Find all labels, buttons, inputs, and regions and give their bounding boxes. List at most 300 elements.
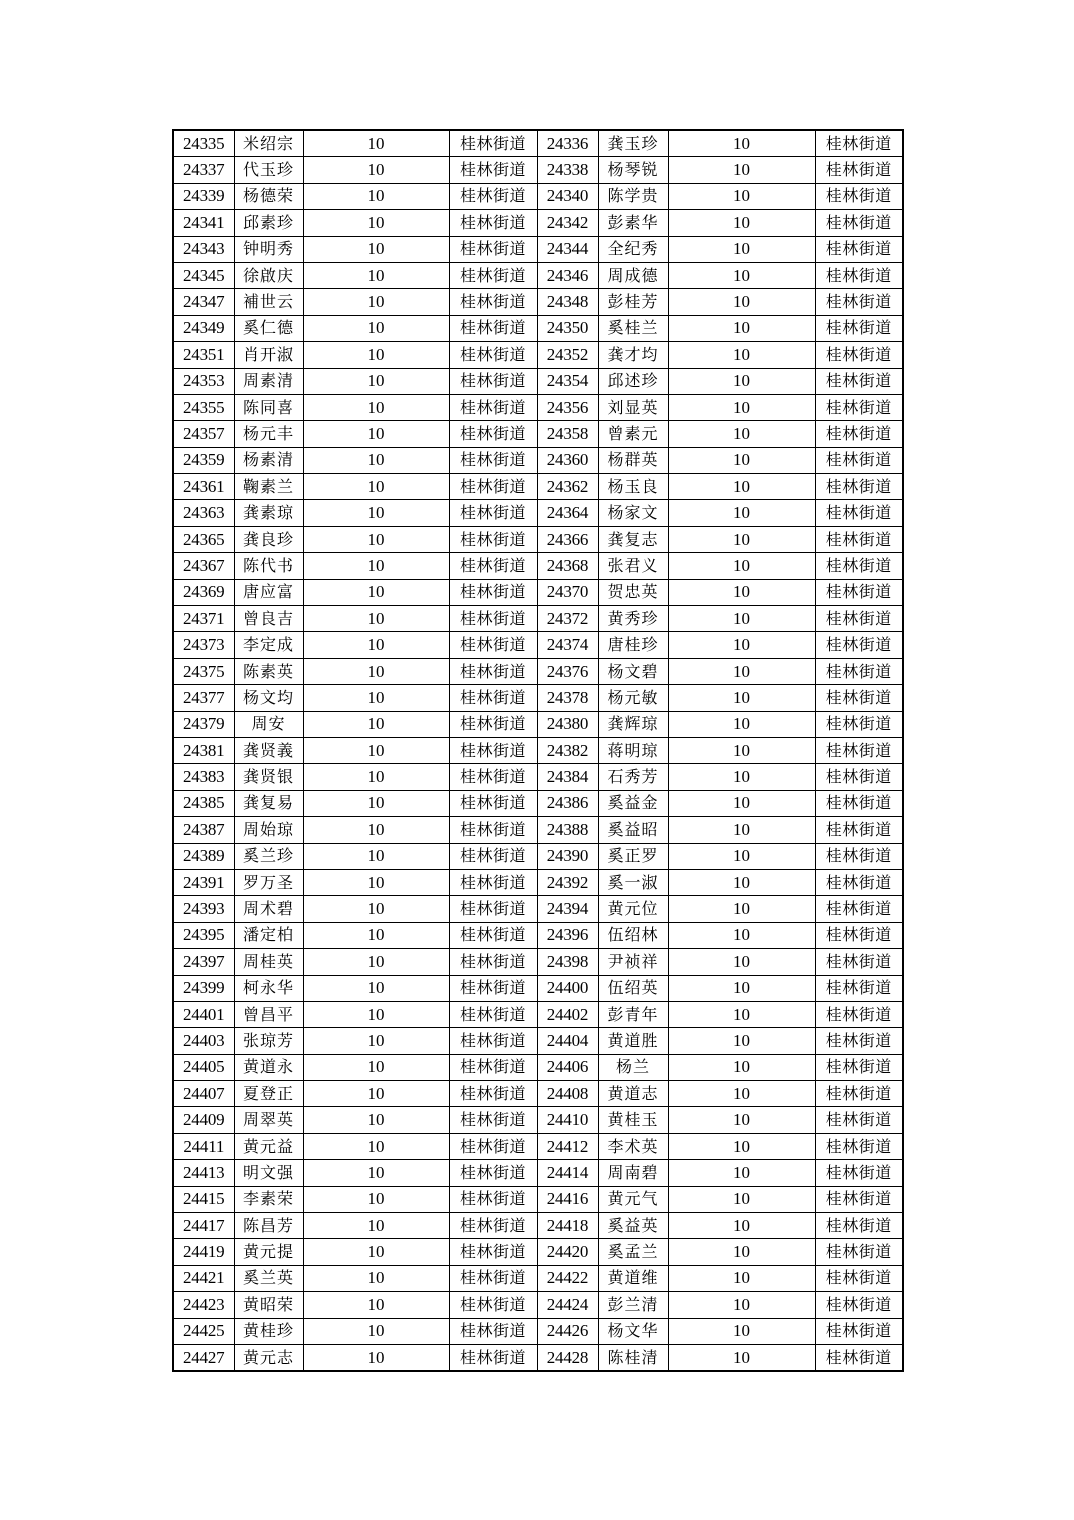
record-number: 24417 [173, 1213, 234, 1239]
person-name: 彭素华 [598, 210, 668, 236]
amount-value: 10 [303, 289, 449, 315]
amount-value: 10 [668, 1001, 815, 1027]
record-number: 24390 [537, 843, 598, 869]
record-number: 24363 [173, 500, 234, 526]
record-number: 24335 [173, 130, 234, 157]
record-number: 24407 [173, 1081, 234, 1107]
person-name: 周术碧 [234, 896, 303, 922]
record-number: 24365 [173, 526, 234, 552]
amount-value: 10 [668, 421, 815, 447]
record-number: 24343 [173, 236, 234, 262]
record-number: 24380 [537, 711, 598, 737]
subdistrict-name: 桂林街道 [449, 500, 537, 526]
amount-value: 10 [668, 896, 815, 922]
person-name: 黄元气 [598, 1186, 668, 1212]
record-number: 24345 [173, 262, 234, 288]
person-name: 贺忠英 [598, 579, 668, 605]
subdistrict-name: 桂林街道 [815, 1318, 903, 1344]
amount-value: 10 [668, 737, 815, 763]
subdistrict-name: 桂林街道 [449, 817, 537, 843]
person-name: 鞠素兰 [234, 474, 303, 500]
subdistrict-name: 桂林街道 [449, 1081, 537, 1107]
table-row [173, 711, 903, 737]
subdistrict-name: 桂林街道 [449, 368, 537, 394]
person-name: 黄道胜 [598, 1028, 668, 1054]
subdistrict-name: 桂林街道 [815, 526, 903, 552]
table-row [173, 790, 903, 816]
amount-value: 10 [303, 474, 449, 500]
record-number: 24411 [173, 1133, 234, 1159]
record-number: 24406 [537, 1054, 598, 1080]
person-name: 周始琼 [234, 817, 303, 843]
subdistrict-name: 桂林街道 [449, 421, 537, 447]
amount-value: 10 [668, 1081, 815, 1107]
person-name: 代玉珍 [234, 157, 303, 183]
table-row [173, 1265, 903, 1291]
table-row [173, 579, 903, 605]
subdistrict-name: 桂林街道 [449, 685, 537, 711]
amount-value: 10 [668, 1028, 815, 1054]
table-row [173, 262, 903, 288]
record-number: 24391 [173, 869, 234, 895]
person-name: 黄秀珍 [598, 606, 668, 632]
subdistrict-name: 桂林街道 [449, 632, 537, 658]
record-number: 24344 [537, 236, 598, 262]
record-number: 24358 [537, 421, 598, 447]
person-name: 张琼芳 [234, 1028, 303, 1054]
person-name: 黄道维 [598, 1265, 668, 1291]
person-name: 杨文碧 [598, 658, 668, 684]
record-number: 24405 [173, 1054, 234, 1080]
subdistrict-name: 桂林街道 [449, 606, 537, 632]
subdistrict-name: 桂林街道 [449, 447, 537, 473]
table-row [173, 1133, 903, 1159]
table-row [173, 975, 903, 1001]
record-number: 24351 [173, 342, 234, 368]
amount-value: 10 [303, 553, 449, 579]
subdistrict-name: 桂林街道 [815, 368, 903, 394]
table-row [173, 500, 903, 526]
record-number: 24372 [537, 606, 598, 632]
table-row [173, 526, 903, 552]
amount-value: 10 [668, 474, 815, 500]
person-name: 黄元位 [598, 896, 668, 922]
table-row [173, 1318, 903, 1344]
amount-value: 10 [668, 579, 815, 605]
person-name: 明文强 [234, 1160, 303, 1186]
record-number: 24373 [173, 632, 234, 658]
subdistrict-name: 桂林街道 [449, 843, 537, 869]
person-name: 伍绍林 [598, 922, 668, 948]
record-number: 24342 [537, 210, 598, 236]
person-name: 唐应富 [234, 579, 303, 605]
person-name: 黄元提 [234, 1239, 303, 1265]
amount-value: 10 [668, 447, 815, 473]
table-row [173, 474, 903, 500]
amount-value: 10 [303, 1213, 449, 1239]
subdistrict-name: 桂林街道 [449, 394, 537, 420]
table-row [173, 1344, 903, 1371]
table-row [173, 1001, 903, 1027]
person-name: 龚贤義 [234, 737, 303, 763]
amount-value: 10 [303, 922, 449, 948]
person-name: 奚一淑 [598, 869, 668, 895]
amount-value: 10 [303, 1028, 449, 1054]
subdistrict-name: 桂林街道 [449, 1001, 537, 1027]
record-number: 24424 [537, 1292, 598, 1318]
subdistrict-name: 桂林街道 [815, 1081, 903, 1107]
amount-value: 10 [668, 1213, 815, 1239]
record-number: 24383 [173, 764, 234, 790]
record-number: 24337 [173, 157, 234, 183]
record-number: 24414 [537, 1160, 598, 1186]
amount-value: 10 [303, 1318, 449, 1344]
record-number: 24416 [537, 1186, 598, 1212]
person-name: 黄元益 [234, 1133, 303, 1159]
record-number: 24357 [173, 421, 234, 447]
amount-value: 10 [303, 421, 449, 447]
subdistrict-name: 桂林街道 [815, 1001, 903, 1027]
subdistrict-name: 桂林街道 [449, 1028, 537, 1054]
amount-value: 10 [668, 764, 815, 790]
person-name: 彭青年 [598, 1001, 668, 1027]
record-number: 24404 [537, 1028, 598, 1054]
amount-value: 10 [303, 606, 449, 632]
person-name: 奚益昭 [598, 817, 668, 843]
person-name: 杨元敏 [598, 685, 668, 711]
subdistrict-name: 桂林街道 [449, 342, 537, 368]
record-number: 24399 [173, 975, 234, 1001]
person-name: 龚辉琼 [598, 711, 668, 737]
subdistrict-name: 桂林街道 [815, 447, 903, 473]
subdistrict-name: 桂林街道 [815, 579, 903, 605]
record-number: 24349 [173, 315, 234, 341]
record-number: 24348 [537, 289, 598, 315]
table-row [173, 764, 903, 790]
record-number: 24409 [173, 1107, 234, 1133]
subdistrict-name: 桂林街道 [815, 843, 903, 869]
subdistrict-name: 桂林街道 [449, 869, 537, 895]
person-name: 肖开淑 [234, 342, 303, 368]
amount-value: 10 [668, 236, 815, 262]
amount-value: 10 [303, 1054, 449, 1080]
table-row [173, 658, 903, 684]
amount-value: 10 [668, 1292, 815, 1318]
amount-value: 10 [668, 342, 815, 368]
record-number: 24371 [173, 606, 234, 632]
table-row [173, 553, 903, 579]
subdistrict-name: 桂林街道 [815, 1265, 903, 1291]
record-number: 24379 [173, 711, 234, 737]
person-name: 杨家文 [598, 500, 668, 526]
record-number: 24381 [173, 737, 234, 763]
record-number: 24369 [173, 579, 234, 605]
subdistrict-name: 桂林街道 [815, 183, 903, 209]
table-row [173, 210, 903, 236]
subdistrict-name: 桂林街道 [815, 1344, 903, 1371]
amount-value: 10 [668, 289, 815, 315]
amount-value: 10 [303, 711, 449, 737]
person-name: 陈同喜 [234, 394, 303, 420]
subdistrict-name: 桂林街道 [449, 1265, 537, 1291]
person-name: 奚仁德 [234, 315, 303, 341]
record-number: 24352 [537, 342, 598, 368]
subdistrict-name: 桂林街道 [449, 949, 537, 975]
subdistrict-name: 桂林街道 [449, 764, 537, 790]
table-row [173, 394, 903, 420]
amount-value: 10 [668, 183, 815, 209]
table-row [173, 1054, 903, 1080]
subdistrict-name: 桂林街道 [815, 130, 903, 157]
record-number: 24387 [173, 817, 234, 843]
record-number: 24427 [173, 1344, 234, 1371]
subdistrict-name: 桂林街道 [449, 1292, 537, 1318]
record-number: 24393 [173, 896, 234, 922]
table-row [173, 817, 903, 843]
subdistrict-name: 桂林街道 [449, 315, 537, 341]
person-name: 曾素元 [598, 421, 668, 447]
record-number: 24375 [173, 658, 234, 684]
person-name: 刘显英 [598, 394, 668, 420]
amount-value: 10 [303, 869, 449, 895]
table-row [173, 606, 903, 632]
record-number: 24403 [173, 1028, 234, 1054]
subdistrict-name: 桂林街道 [815, 157, 903, 183]
person-name: 龚素琼 [234, 500, 303, 526]
record-number: 24356 [537, 394, 598, 420]
amount-value: 10 [303, 315, 449, 341]
subdistrict-name: 桂林街道 [815, 500, 903, 526]
person-name: 龚玉珍 [598, 130, 668, 157]
subdistrict-name: 桂林街道 [449, 790, 537, 816]
person-name: 石秀芳 [598, 764, 668, 790]
amount-value: 10 [668, 711, 815, 737]
person-name: 钟明秀 [234, 236, 303, 262]
table-row [173, 315, 903, 341]
amount-value: 10 [303, 1133, 449, 1159]
amount-value: 10 [668, 210, 815, 236]
roster-table [172, 129, 904, 1372]
subdistrict-name: 桂林街道 [815, 289, 903, 315]
record-number: 24336 [537, 130, 598, 157]
amount-value: 10 [668, 1239, 815, 1265]
table-row [173, 421, 903, 447]
person-name: 徐啟庆 [234, 262, 303, 288]
subdistrict-name: 桂林街道 [815, 210, 903, 236]
subdistrict-name: 桂林街道 [449, 210, 537, 236]
amount-value: 10 [668, 1107, 815, 1133]
person-name: 柯永华 [234, 975, 303, 1001]
subdistrict-name: 桂林街道 [815, 949, 903, 975]
record-number: 24398 [537, 949, 598, 975]
person-name: 周翠英 [234, 1107, 303, 1133]
amount-value: 10 [668, 869, 815, 895]
person-name: 奚益金 [598, 790, 668, 816]
amount-value: 10 [303, 843, 449, 869]
person-name: 陈桂清 [598, 1344, 668, 1371]
table-row [173, 869, 903, 895]
record-number: 24392 [537, 869, 598, 895]
table-row [173, 843, 903, 869]
person-name: 黄道志 [598, 1081, 668, 1107]
amount-value: 10 [303, 975, 449, 1001]
record-number: 24413 [173, 1160, 234, 1186]
person-name: 龚复易 [234, 790, 303, 816]
amount-value: 10 [303, 737, 449, 763]
record-number: 24367 [173, 553, 234, 579]
amount-value: 10 [303, 500, 449, 526]
record-number: 24360 [537, 447, 598, 473]
amount-value: 10 [303, 1107, 449, 1133]
record-number: 24374 [537, 632, 598, 658]
person-name: 龚复志 [598, 526, 668, 552]
amount-value: 10 [303, 1081, 449, 1107]
amount-value: 10 [668, 1265, 815, 1291]
person-name: 杨元丰 [234, 421, 303, 447]
record-number: 24362 [537, 474, 598, 500]
subdistrict-name: 桂林街道 [815, 764, 903, 790]
person-name: 陈素英 [234, 658, 303, 684]
subdistrict-name: 桂林街道 [449, 711, 537, 737]
subdistrict-name: 桂林街道 [815, 817, 903, 843]
amount-value: 10 [303, 210, 449, 236]
table-row [173, 1160, 903, 1186]
subdistrict-name: 桂林街道 [815, 975, 903, 1001]
table-row [173, 368, 903, 394]
record-number: 24339 [173, 183, 234, 209]
subdistrict-name: 桂林街道 [815, 1160, 903, 1186]
amount-value: 10 [303, 130, 449, 157]
subdistrict-name: 桂林街道 [449, 236, 537, 262]
subdistrict-name: 桂林街道 [449, 896, 537, 922]
person-name: 奚正罗 [598, 843, 668, 869]
subdistrict-name: 桂林街道 [815, 1107, 903, 1133]
record-number: 24410 [537, 1107, 598, 1133]
record-number: 24422 [537, 1265, 598, 1291]
record-number: 24420 [537, 1239, 598, 1265]
table-row [173, 1028, 903, 1054]
record-number: 24402 [537, 1001, 598, 1027]
subdistrict-name: 桂林街道 [449, 526, 537, 552]
record-number: 24346 [537, 262, 598, 288]
subdistrict-name: 桂林街道 [449, 130, 537, 157]
amount-value: 10 [303, 342, 449, 368]
person-name: 黄元志 [234, 1344, 303, 1371]
subdistrict-name: 桂林街道 [815, 737, 903, 763]
subdistrict-name: 桂林街道 [449, 737, 537, 763]
person-name: 黄桂珍 [234, 1318, 303, 1344]
person-name: 奚孟兰 [598, 1239, 668, 1265]
table-row [173, 157, 903, 183]
subdistrict-name: 桂林街道 [449, 157, 537, 183]
person-name: 奚益英 [598, 1213, 668, 1239]
subdistrict-name: 桂林街道 [449, 474, 537, 500]
person-name: 杨群英 [598, 447, 668, 473]
amount-value: 10 [668, 790, 815, 816]
table-row [173, 447, 903, 473]
subdistrict-name: 桂林街道 [815, 474, 903, 500]
person-name: 张君义 [598, 553, 668, 579]
record-number: 24377 [173, 685, 234, 711]
person-name: 周素清 [234, 368, 303, 394]
record-number: 24386 [537, 790, 598, 816]
record-number: 24408 [537, 1081, 598, 1107]
amount-value: 10 [303, 394, 449, 420]
person-name: 蒋明琼 [598, 737, 668, 763]
person-name: 潘定柏 [234, 922, 303, 948]
subdistrict-name: 桂林街道 [449, 1186, 537, 1212]
person-name: 周安 [234, 711, 303, 737]
amount-value: 10 [303, 526, 449, 552]
subdistrict-name: 桂林街道 [815, 632, 903, 658]
subdistrict-name: 桂林街道 [815, 342, 903, 368]
record-number: 24395 [173, 922, 234, 948]
record-number: 24368 [537, 553, 598, 579]
record-number: 24341 [173, 210, 234, 236]
amount-value: 10 [303, 447, 449, 473]
subdistrict-name: 桂林街道 [815, 262, 903, 288]
record-number: 24354 [537, 368, 598, 394]
amount-value: 10 [303, 817, 449, 843]
subdistrict-name: 桂林街道 [449, 1107, 537, 1133]
record-number: 24355 [173, 394, 234, 420]
record-number: 24394 [537, 896, 598, 922]
record-number: 24426 [537, 1318, 598, 1344]
person-name: 曾昌平 [234, 1001, 303, 1027]
subdistrict-name: 桂林街道 [449, 289, 537, 315]
person-name: 黄桂玉 [598, 1107, 668, 1133]
person-name: 黄道永 [234, 1054, 303, 1080]
amount-value: 10 [668, 1133, 815, 1159]
person-name: 罗万圣 [234, 869, 303, 895]
subdistrict-name: 桂林街道 [815, 711, 903, 737]
record-number: 24425 [173, 1318, 234, 1344]
person-name: 李素荣 [234, 1186, 303, 1212]
amount-value: 10 [303, 658, 449, 684]
amount-value: 10 [668, 368, 815, 394]
person-name: 補世云 [234, 289, 303, 315]
person-name: 龚贤银 [234, 764, 303, 790]
person-name: 陈学贵 [598, 183, 668, 209]
record-number: 24421 [173, 1265, 234, 1291]
table-row [173, 130, 903, 157]
person-name: 杨琴锐 [598, 157, 668, 183]
subdistrict-name: 桂林街道 [449, 1239, 537, 1265]
table-row [173, 183, 903, 209]
subdistrict-name: 桂林街道 [815, 1028, 903, 1054]
amount-value: 10 [303, 949, 449, 975]
person-name: 周成德 [598, 262, 668, 288]
amount-value: 10 [303, 368, 449, 394]
record-number: 24389 [173, 843, 234, 869]
table-row [173, 949, 903, 975]
amount-value: 10 [668, 975, 815, 1001]
record-number: 24378 [537, 685, 598, 711]
person-name: 尹祯祥 [598, 949, 668, 975]
record-number: 24340 [537, 183, 598, 209]
amount-value: 10 [303, 896, 449, 922]
subdistrict-name: 桂林街道 [815, 685, 903, 711]
amount-value: 10 [668, 1186, 815, 1212]
table-row [173, 1186, 903, 1212]
subdistrict-name: 桂林街道 [449, 1054, 537, 1080]
person-name: 杨玉良 [598, 474, 668, 500]
person-name: 李定成 [234, 632, 303, 658]
amount-value: 10 [668, 632, 815, 658]
subdistrict-name: 桂林街道 [815, 315, 903, 341]
person-name: 周桂英 [234, 949, 303, 975]
subdistrict-name: 桂林街道 [815, 1292, 903, 1318]
